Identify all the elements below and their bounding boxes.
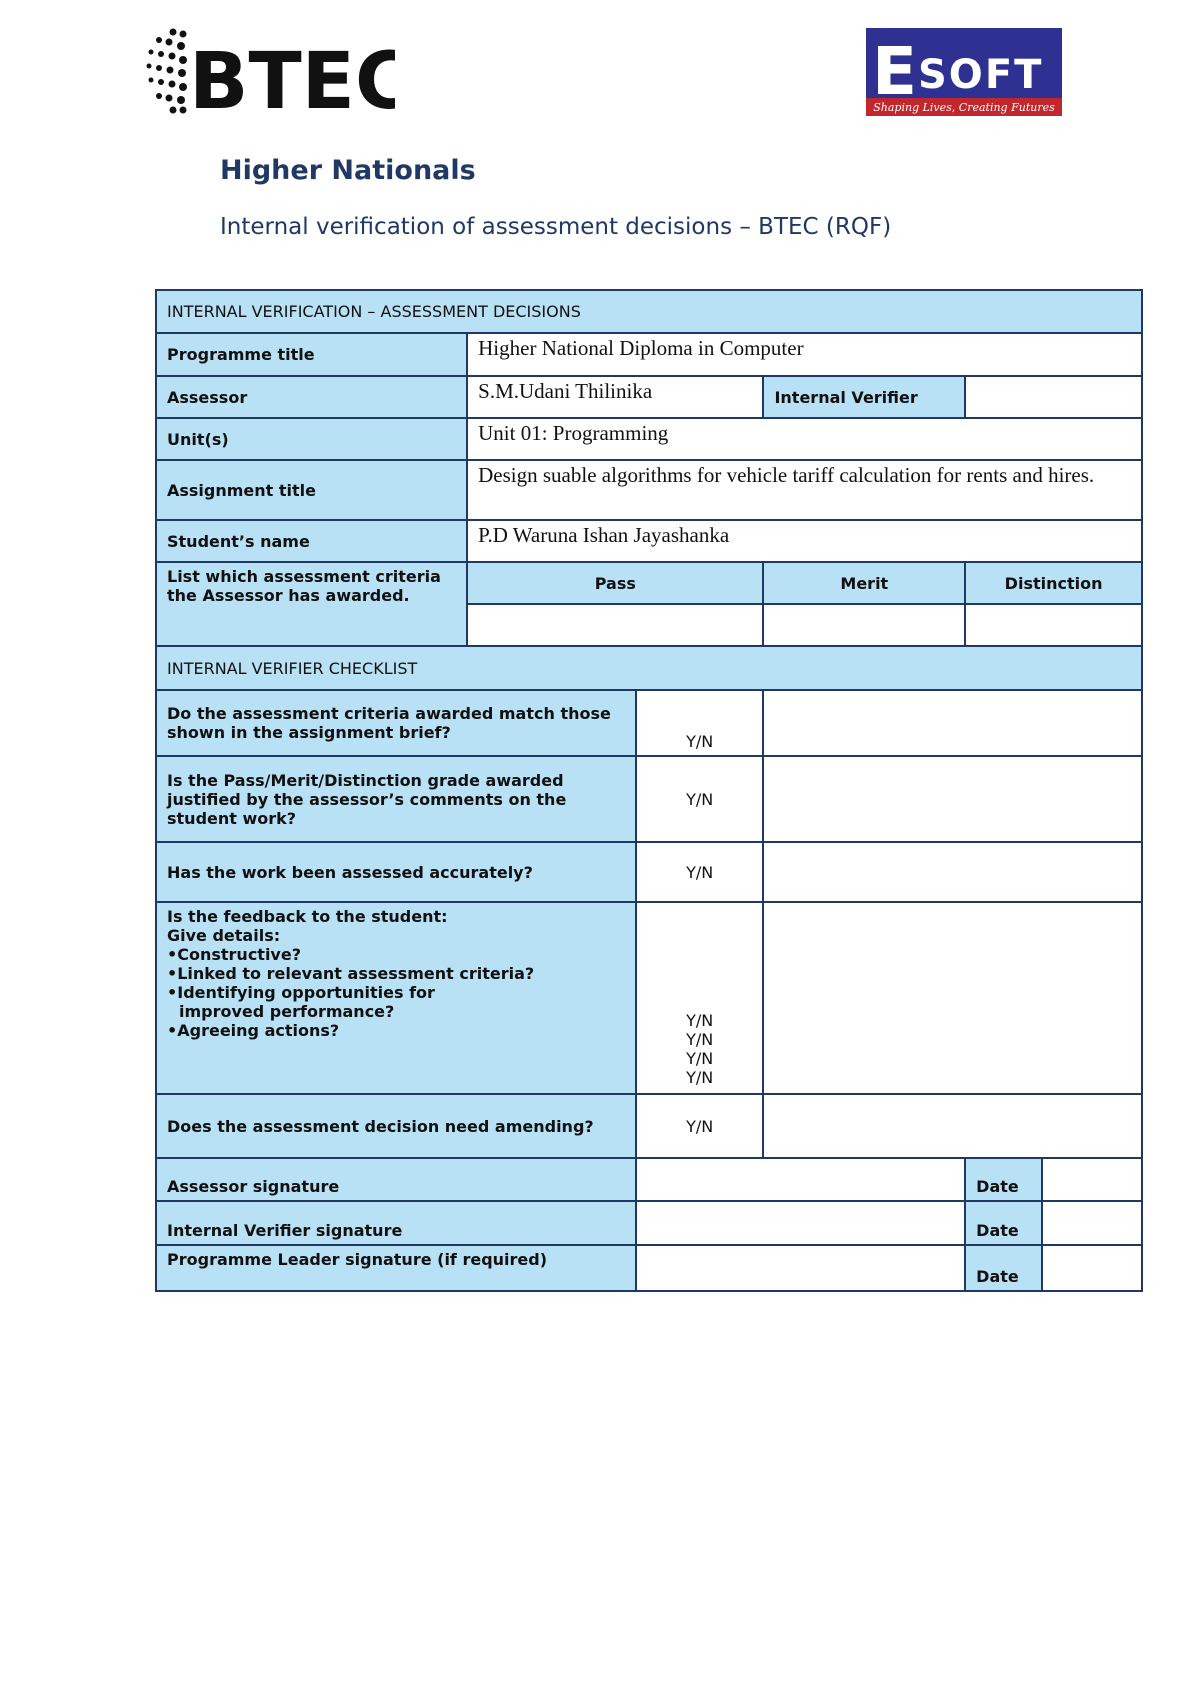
checklist-q4-bullet-constructive: • Constructive? — [167, 945, 625, 964]
assessor-signature-field[interactable] — [636, 1158, 965, 1201]
pl-date-field[interactable] — [1042, 1245, 1142, 1291]
checklist-q1-comment[interactable] — [763, 690, 1142, 756]
pass-field[interactable] — [467, 604, 763, 646]
checklist-q5-yn[interactable]: Y/N — [636, 1094, 764, 1158]
checklist-q4-label — [156, 902, 636, 1094]
assignment-title-field[interactable]: Design suable algorithms for vehicle tariff calculation for rents and hires. — [467, 460, 1142, 520]
distinction-header: Distinction — [965, 562, 1142, 604]
assessor-signature-label: Assessor signature — [156, 1158, 636, 1201]
distinction-field[interactable] — [965, 604, 1142, 646]
checklist-q1-yn[interactable]: Y/N — [636, 690, 764, 756]
checklist-q3-comment[interactable] — [763, 842, 1142, 902]
section-header-decisions: INTERNAL VERIFICATION – ASSESSMENT DECISIONS — [156, 290, 1142, 333]
page-subtitle: Internal verification of assessment decisions – BTEC (RQF) — [220, 214, 892, 240]
checklist-q4-yn-2[interactable]: Y/N — [686, 1030, 714, 1049]
student-name-label: Student’s name — [156, 520, 467, 562]
svg-text:SOFT: SOFT — [918, 52, 1044, 98]
checklist-q4-intro: Is the feedback to the student: — [167, 907, 448, 926]
checklist-q4-yn-group — [636, 902, 764, 1094]
checklist-q4-comment[interactable] — [763, 902, 1142, 1094]
programme-title-label: Programme title — [156, 333, 467, 376]
internal-verifier-label: Internal Verifier — [763, 376, 965, 418]
checklist-q4-yn-3[interactable]: Y/N — [686, 1049, 714, 1068]
page-title: Higher Nationals — [220, 155, 476, 186]
iv-signature-field[interactable] — [636, 1201, 965, 1245]
internal-verifier-field[interactable] — [965, 376, 1142, 418]
checklist-q4-give: Give details: — [167, 926, 281, 945]
assignment-title-label: Assignment title — [156, 460, 467, 520]
svg-text:BTEC: BTEC — [189, 37, 395, 116]
section-header-checklist: INTERNAL VERIFIER CHECKLIST — [156, 646, 1142, 690]
checklist-q3-label: Has the work been assessed accurately? — [156, 842, 636, 902]
pl-date-label: Date — [965, 1245, 1041, 1291]
checklist-q5-label: Does the assessment decision need amending? — [156, 1094, 636, 1158]
checklist-q4-bullet-identifying-cont: improved performance? — [179, 1002, 395, 1021]
esoft-logo — [866, 28, 1062, 116]
checklist-q2-comment[interactable] — [763, 756, 1142, 842]
units-label: Unit(s) — [156, 418, 467, 460]
iv-signature-label: Internal Verifier signature — [156, 1201, 636, 1245]
assessor-date-field[interactable] — [1042, 1158, 1142, 1201]
student-name-field[interactable]: P.D Waruna Ishan Jayashanka — [467, 520, 1142, 562]
pl-signature-label: Programme Leader signature (if required) — [156, 1245, 636, 1291]
btec-logo — [145, 26, 395, 116]
merit-header: Merit — [763, 562, 965, 604]
assessor-label: Assessor — [156, 376, 467, 418]
units-field[interactable]: Unit 01: Programming — [467, 418, 1142, 460]
svg-text:E: E — [872, 33, 918, 110]
checklist-q2-label: Is the Pass/Merit/Distinction grade awarded justified by the assessor’s comments on the student work? — [156, 756, 636, 842]
pl-signature-field[interactable] — [636, 1245, 965, 1291]
assessor-field[interactable]: S.M.Udani Thilinika — [467, 376, 763, 418]
svg-text:Shaping Lives, Creating Future: Shaping Lives, Creating Futures — [873, 101, 1055, 114]
internal-verification-form — [155, 289, 1143, 1292]
checklist-q3-yn[interactable]: Y/N — [636, 842, 764, 902]
merit-field[interactable] — [763, 604, 965, 646]
iv-date-field[interactable] — [1042, 1201, 1142, 1245]
criteria-awarded-label: List which assessment criteria the Assessor has awarded. — [156, 562, 467, 646]
checklist-q1-label: Do the assessment criteria awarded match those shown in the assignment brief? — [156, 690, 636, 756]
iv-date-label: Date — [965, 1201, 1041, 1245]
programme-title-field[interactable]: Higher National Diploma in Computer — [467, 333, 1142, 376]
assessor-date-label: Date — [965, 1158, 1041, 1201]
checklist-q4-yn-1[interactable]: Y/N — [686, 1011, 714, 1030]
checklist-q5-comment[interactable] — [763, 1094, 1142, 1158]
checklist-q4-bullet-linked: • Linked to relevant assessment criteria? — [167, 964, 625, 983]
checklist-q2-yn[interactable]: Y/N — [636, 756, 764, 842]
checklist-q4-bullet-identifying: • Identifying opportunities for — [167, 983, 625, 1002]
checklist-q4-yn-4[interactable]: Y/N — [686, 1068, 714, 1087]
checklist-q4-bullet-agreeing: • Agreeing actions? — [167, 1021, 625, 1040]
pass-header: Pass — [467, 562, 763, 604]
